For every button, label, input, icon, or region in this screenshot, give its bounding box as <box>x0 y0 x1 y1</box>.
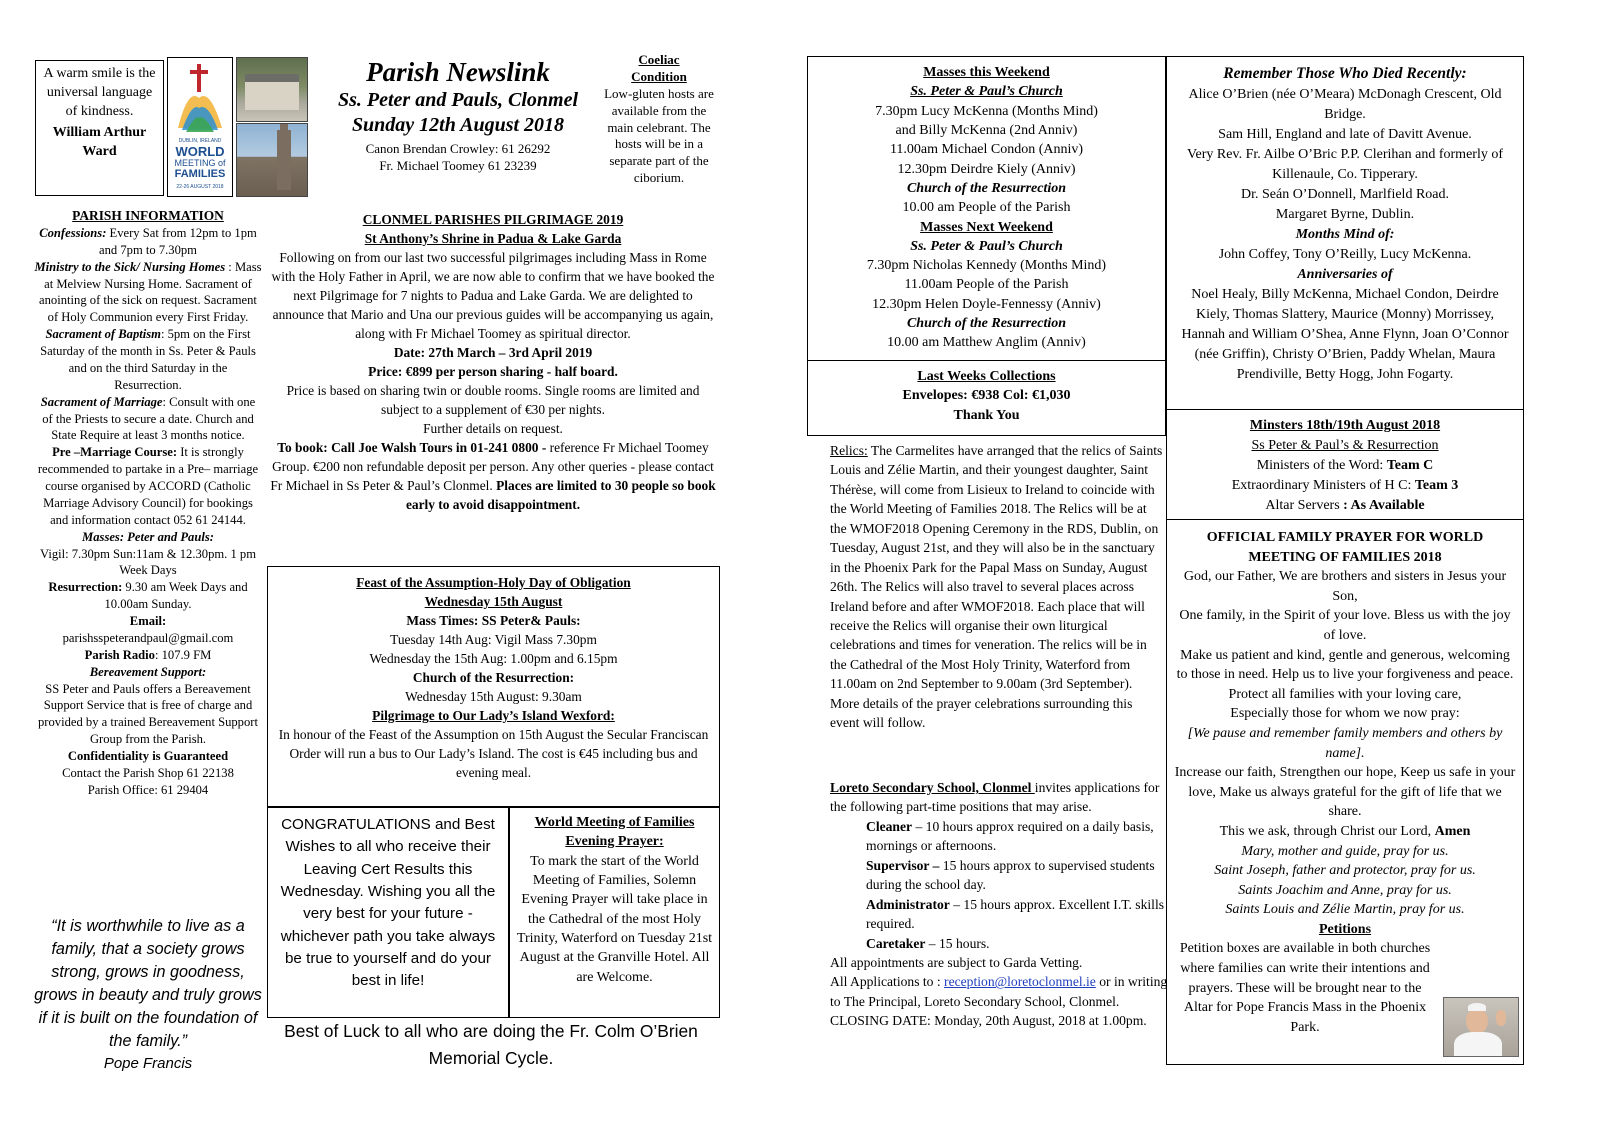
remember-line-1: Alice O’Brien (née O’Meara) McDonagh Crescent, Old Bridge. <box>1188 87 1502 123</box>
resurrection-text: 9.30 am Week Days and 10.00am Sunday. <box>104 580 248 612</box>
assumption-heading-2: Wednesday 15th August <box>424 594 563 610</box>
pilgrimage-price: Price: €899 per person sharing - half board. <box>368 364 618 380</box>
applications-prefix: All Applications to : <box>830 974 945 990</box>
anniversaries-names: Noel Healy, Billy McKenna, Michael Condon, Deirdre Kiely, Thomas Slattery, Maurice (Monny) Morrissey, Hannah and William O’Shea, Anne Flynn, Joan O’Connor (née Griffin), Christy O’Brien, Paddy Whelan, Maura Prendiville, Betty Hogg, John Fogarty. <box>1181 287 1509 383</box>
masses-church-4: Church of the Resurrection <box>906 316 1067 332</box>
parish-email[interactable]: parishsspeterandpaul@gmail.com <box>62 630 234 645</box>
masses-line-7: 11.00am People of the Parish <box>904 277 1069 293</box>
pilgrimage-heading: CLONMEL PARISHES PILGRIMAGE 2019 <box>362 212 624 227</box>
collections-heading: Last Weeks Collections <box>917 369 1056 384</box>
prayer-amen: Amen <box>1434 823 1471 839</box>
relics-label: Relics: <box>830 443 868 458</box>
ministers-sub: Ss Peter & Paul’s & Resurrection <box>1251 437 1439 453</box>
congrats-text: and Best Wishes to all who receive their Leaving Cert Results this Wednesday. Wishing you all the very best for your future - whichever path you take always be true to yourself and do your best in life! <box>280 816 496 990</box>
administrator-text: – 15 hours approx. Excellent I.T. skills required. <box>866 896 1165 932</box>
pilgrimage-date: Date: 27th March – 3rd April 2019 <box>393 345 593 361</box>
wmof-prayer-heading: World Meeting of Families Evening Prayer: <box>534 815 695 850</box>
assumption-line-1: Tuesday 14th Aug: Vigil Mass 7.30pm <box>390 632 597 648</box>
ministry-label: Ministry to the Sick/ Nursing Homes <box>34 259 226 274</box>
prayer-p7: Increase our faith, Strengthen our hope, Keep us safe in your love, Make us always grateful for the gift of life that we share. <box>1174 765 1516 820</box>
wmof-line4: FAMILIES <box>174 168 226 180</box>
email-label: Email: <box>129 614 167 629</box>
collections-box <box>807 360 1166 436</box>
pope-quote-author: Pope Francis <box>103 1055 193 1072</box>
baptism-label: Sacrament of Baptism <box>45 327 161 342</box>
pilgrimage-limited: Places are limited to 30 people so book early to avoid disappointment. <box>405 478 716 513</box>
altar-value: : As Available <box>1343 497 1425 513</box>
prayer-p3: Make us patient and kind, gentle and generous, welcoming to those in need. Help us to live your forgiveness and peace. <box>1176 647 1514 683</box>
pope-quote-text: “It is worthwhile to live as a family, that a society grows strong, grows in goodness, grows in beauty and truly grows if it is built on the foundation of the family.” <box>34 917 262 1050</box>
prayer-p5: Especially those for whom we now pray: <box>1230 706 1460 722</box>
newsletter-header <box>318 57 598 174</box>
garda-vetting: All appointments are subject to Garda Vetting. <box>830 954 1083 970</box>
masses-line-6: 7.30pm Nicholas Kennedy (Months Mind) <box>866 258 1107 274</box>
pope-quote <box>34 915 262 1074</box>
church-photo-top <box>236 57 308 122</box>
canon-contact: Canon Brendan Crowley: 61 26292 <box>365 141 551 157</box>
remember-box <box>1166 56 1524 410</box>
prayer-p8: This we ask, through Christ our Lord, <box>1219 823 1435 839</box>
wmof-prayer-text: To mark the start of the World Meeting of Families, Solemn Evening Prayer will take place in the Cathedral of the most Holy Trinity, Waterford on Tuesday 21st August at the Granville Hotel. All are Welcome. <box>516 853 713 985</box>
masses-line-2: and Billy McKenna (2nd Anniv) <box>895 122 1078 138</box>
assumption-heading-1: Feast of the Assumption-Holy Day of Obligation <box>356 575 631 590</box>
supervisor-text: 15 hours approx to supervised students during the school day. <box>866 857 1155 893</box>
ministry-text: : Mass at Melview Nursing Home. Sacrament of anointing of the sick on request. Sacrament of Holy Communion every First Friday. <box>39 259 262 325</box>
masses-line-8: 12.30pm Helen Doyle-Fennessy (Anniv) <box>872 296 1101 312</box>
administrator-label: Administrator <box>866 896 950 912</box>
wmof-line1: DUBLIN, IRELAND <box>178 138 222 144</box>
ladys-island-text: In honour of the Feast of the Assumption on 15th August the Secular Franciscan Order will run a bus to Our Lady’s Island. The cost is €45 including bus and evening meal. <box>278 727 709 781</box>
applications-suffix: or in writing to The Principal, Loreto Secondary School, Clonmel. CLOSING DATE: Monday, 20th August, 2018 at 1.00pm. <box>830 974 1168 1029</box>
assumption-church: Church of the Resurrection: <box>412 670 575 686</box>
loreto-email-link[interactable]: reception@loretoclonmel.ie <box>944 974 1096 990</box>
prayer-p4: Protect all families with your loving care, <box>1228 686 1462 702</box>
assumption-line-3: Wednesday 15th August: 9.30am <box>405 689 582 705</box>
masses-box <box>807 56 1166 361</box>
parish-info-heading: PARISH INFORMATION <box>72 208 224 223</box>
pilgrimage-further: Further details on request. <box>423 421 563 437</box>
prayer-box <box>1166 519 1524 1065</box>
relics-text: The Carmelites have arranged that the relics of Saints Louis and Zélie Martin, and their youngest daughter, Saint Thérèse, will come from Lisieux to Ireland to coincide with the World Meeting of Families 2018. The Relics will be at the WMOF2018 Opening Ceremony in the RDS, Dublin, on Tuesday, August 21st, and they will also be in the sanctuary in the Phoenix Park for the Papal Mass on Sunday, August 26th. The Relics will also travel to several places across Ireland before and after WMOF2018. Each place that will receive the Relics will organise their own liturgical celebrations and times for veneration. The relics will be in the Cathedral of the Most Holy Trinity, Waterford from 11.00am on 2nd September to 9.00am (3rd September). More details of the prayer celebrations surrounding this event will follow. <box>830 443 1163 731</box>
ministers-heading: Minsters 18th/19th August 2018 <box>1249 418 1441 433</box>
pilgrimage-section <box>266 210 720 515</box>
pilgrimage-body: Following on from our last two successful pilgrimages including Mass in Rome with the Holy Father in April, we are now able to confirm that we have booked the next Pilgrimage for 7 nights to Padua and Lake Garda. We are delighted to announce that Mario and Una our previous guides will be accompanying us again, along with Fr Michael Toomey as spiritual director. <box>271 250 715 342</box>
church-photo-bottom <box>236 123 308 197</box>
remember-line-5: Margaret Byrne, Dublin. <box>1275 207 1415 223</box>
prayer-p1: God, our Father, We are brothers and sisters in Jesus your Son, <box>1183 569 1507 604</box>
masses-weekend-heading: Masses this Weekend <box>923 65 1050 80</box>
congrats-bold: CONGRATULATIONS <box>281 816 431 833</box>
cleaner-text: – 10 hours approx required on a daily basis, mornings or afternoons. <box>866 818 1154 854</box>
supervisor-label: Supervisor – <box>866 857 940 873</box>
masses-next-heading: Masses Next Weekend <box>920 219 1053 235</box>
caretaker-label: Caretaker <box>866 935 926 951</box>
confessions-text: Every Sat from 12pm to 1pm and 7pm to 7.30pm <box>99 225 257 257</box>
assumption-mass-times: Mass Times: SS Peter& Pauls: <box>406 613 581 629</box>
confessions-label: Confessions: <box>39 225 107 240</box>
collections-line: Envelopes: €938 Col: €1,030 <box>902 388 1071 404</box>
coeliac-title-2: Condition <box>631 68 687 84</box>
masses-label: Masses: Peter and Pauls: <box>82 529 214 544</box>
assumption-line-2: Wednesday the 15th Aug: 1.00pm and 6.15pm <box>369 651 618 667</box>
coeliac-text: Low-gluten hosts are available from the main celebrant. The hosts will be in a separate part of the ciborium. <box>604 85 714 186</box>
remember-heading: Remember Those Who Died Recently: <box>1223 65 1467 82</box>
remember-line-2: Sam Hill, England and late of Davitt Avenue. <box>1218 127 1472 143</box>
newsletter-date: Sunday 12th August 2018 <box>351 114 565 137</box>
petitions-heading: Petitions <box>1318 921 1372 937</box>
months-mind-heading: Months Mind of: <box>1295 227 1395 243</box>
assumption-box <box>267 566 720 808</box>
em-label: Extraordinary Ministers of H C: <box>1231 477 1415 493</box>
invocation-1: Mary, mother and guide, pray for us. <box>1241 843 1449 859</box>
invocation-3: Saints Joachim and Anne, pray for us. <box>1238 882 1452 898</box>
loreto-label: Loreto Secondary School, Clonmel <box>830 780 1035 795</box>
quote-author: William Arthur Ward <box>52 124 147 159</box>
masses-church-3: Ss. Peter & Paul’s Church <box>910 238 1063 254</box>
quote-box <box>35 60 164 196</box>
masses-line-5: 10.00 am People of the Parish <box>902 200 1071 216</box>
parish-office-contact: Parish Office: 61 29404 <box>87 782 209 797</box>
resurrection-label: Resurrection: <box>48 580 123 595</box>
fr-contact: Fr. Michael Toomey 61 23239 <box>379 158 537 174</box>
masses-church-2: Church of the Resurrection <box>906 180 1067 196</box>
premarriage-label: Pre –Marriage Course: <box>52 445 178 460</box>
invocation-4: Saints Louis and Zélie Martin, pray for us. <box>1225 902 1465 918</box>
masses-church-1: Ss. Peter & Paul’s Church <box>910 84 1063 100</box>
word-label: Ministers of the Word: <box>1256 457 1387 473</box>
ministers-box <box>1166 409 1524 520</box>
bereavement-label: Bereavement Support: <box>89 664 207 679</box>
pilgrimage-subheading: St Anthony’s Shrine in Padua & Lake Garda <box>364 231 622 247</box>
confidentiality-text: Confidentiality is Guaranteed <box>67 749 229 764</box>
coeliac-notice <box>598 52 720 187</box>
best-of-luck: Best of Luck to all who are doing the Fr. Colm O’Brien Memorial Cycle. <box>284 1021 698 1068</box>
wmof-line2: WORLD <box>175 144 225 159</box>
masses-line-3: 11.00am Michael Condon (Anniv) <box>889 142 1084 158</box>
masses-text: Vigil: 7.30pm Sun:11am & 12.30pm. 1 pm Week Days <box>39 546 257 578</box>
cleaner-label: Cleaner <box>866 818 913 834</box>
anniversaries-heading: Anniversaries of <box>1297 267 1393 283</box>
marriage-label: Sacrament of Marriage <box>40 394 163 409</box>
masses-line-1: 7.30pm Lucy McKenna (Months Mind) <box>875 103 1098 119</box>
wmof-line5: 22-26 AUGUST 2018 <box>176 184 224 190</box>
caretaker-text: – 15 hours. <box>925 935 990 951</box>
prayer-p6: [We pause and remember family members and others by name]. <box>1187 725 1503 761</box>
relics-notice <box>830 441 1163 733</box>
word-value: Team C <box>1386 457 1434 473</box>
wmof-logo <box>167 57 233 197</box>
bereavement-text: SS Peter and Pauls offers a Bereavement Support Service that is free of charge and provided by a trained Bereavement Support Group from the Parish. <box>38 681 258 747</box>
pilgrimage-book-bold: To book: Call Joe Walsh Tours in 01-241 0800 - <box>277 440 547 456</box>
parish-name: Ss. Peter and Pauls, Clonmel <box>337 89 579 112</box>
coeliac-title-1: Coeliac <box>638 52 680 67</box>
ladys-island-heading: Pilgrimage to Our Lady’s Island Wexford: <box>372 708 615 724</box>
petitions-text: Petition boxes are available in both churches where families can write their intentions and prayers. These will be brought near to the Altar for Pope Francis Mass in the Phoenix Park. <box>1179 941 1431 1035</box>
pilgrimage-book-text: reference Fr Michael Toomey Group. €200 non refundable deposit per person. Any other queries - please contact Fr Michael in Ss Peter & Paul’s Clonmel. <box>270 440 714 494</box>
radio-label: Parish Radio <box>84 647 155 662</box>
loreto-text: invites applications for the following part-time positions that may arise. <box>830 780 1160 815</box>
altar-label: Altar Servers <box>1265 497 1344 513</box>
radio-text: : 107.9 FM <box>154 647 212 662</box>
box-divider <box>508 806 510 1018</box>
masses-line-9: 10.00 am Matthew Anglim (Anniv) <box>887 335 1086 351</box>
prayer-heading: OFFICIAL FAMILY PRAYER FOR WORLD MEETING OF FAMILIES 2018 <box>1206 530 1484 565</box>
prayer-p2: One family, in the Spirit of your love. Bless us with the joy of love. <box>1179 608 1511 643</box>
masses-line-4: 12.30pm Deirdre Kiely (Anniv) <box>897 161 1076 177</box>
wmof-line3: MEETING of <box>174 158 226 168</box>
newsletter-title: Parish Newslink <box>366 57 550 87</box>
pope-photo <box>1443 997 1519 1057</box>
baptism-text: : 5pm on the First Saturday of the month in Ss. Peter & Pauls and on the third Saturday in the Resurrection. <box>40 327 256 392</box>
quote-text: A warm smile is the universal language of kindness. <box>43 66 156 119</box>
months-mind-names: John Coffey, Tony O’Reilly, Lucy McKenna. <box>1218 247 1472 263</box>
marriage-text: : Consult with one of the Priests to secure a date. Church and State Require at least 3 months notice. <box>42 394 256 443</box>
remember-line-4: Dr. Seán O’Donnell, Marlfield Road. <box>1240 187 1449 203</box>
loreto-notice <box>830 778 1170 1031</box>
parish-information <box>34 207 262 799</box>
parish-shop-contact: Contact the Parish Shop 61 22138 <box>62 765 234 780</box>
collections-thanks: Thank You <box>953 407 1020 423</box>
congratulations-notice <box>271 814 505 993</box>
remember-line-3: Very Rev. Fr. Ailbe O’Bric P.P. Clerihan and formerly of Killenaule, Co. Tipperary. <box>1187 147 1503 183</box>
premarriage-text: It is strongly recommended to partake in a Pre– marriage course organised by ACCORD (Catholic Marriage Advisory Council) for bookings and information contact 052 61 24144. <box>37 445 259 527</box>
pilgrimage-price-detail: Price is based on sharing twin or double rooms. Single rooms are limited and subject to a supplement of €30 per nights. <box>286 383 700 418</box>
invocation-2: Saint Joseph, father and protector, pray for us. <box>1214 863 1476 879</box>
wmof-evening-prayer <box>512 813 717 987</box>
em-value: Team 3 <box>1414 477 1459 493</box>
